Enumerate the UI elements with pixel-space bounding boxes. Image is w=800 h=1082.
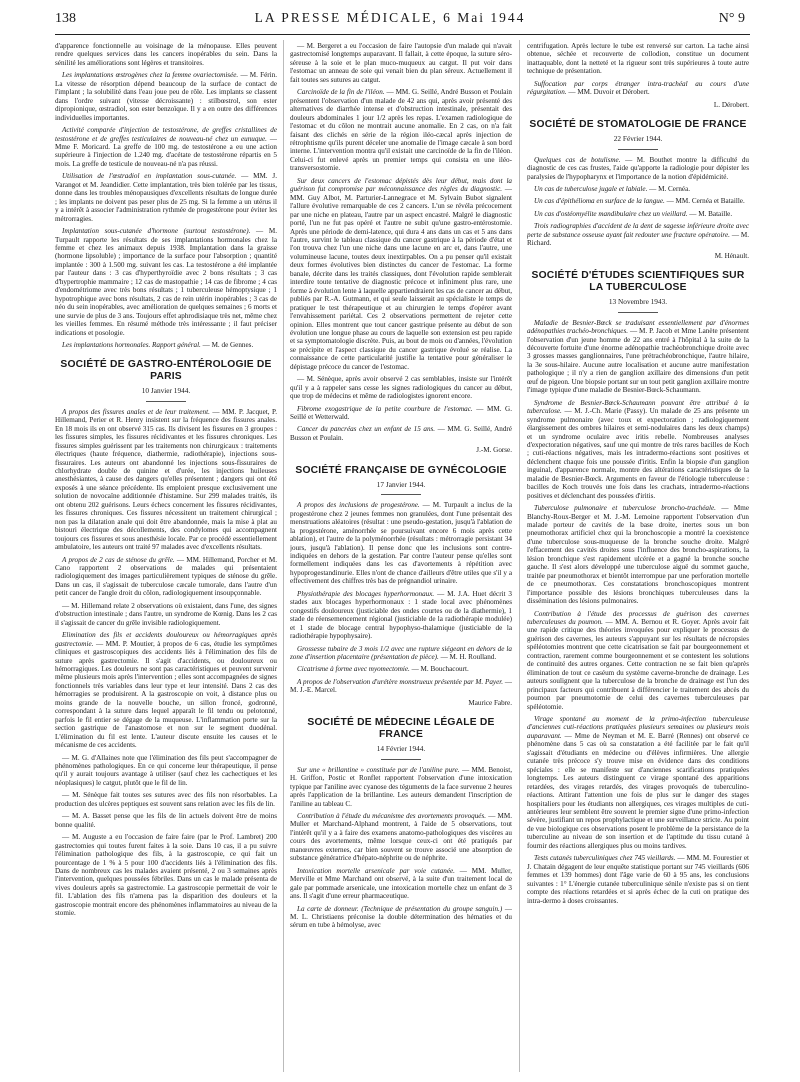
paragraph [290, 425, 512, 442]
paragraph [55, 42, 277, 67]
paragraph-body: — MM. G. Seillé et Wetterwald. [290, 404, 512, 422]
society-heading: SOCIÉTÉ FRANÇAISE DE GYNÉCOLOGIE [295, 464, 507, 476]
society-heading: SOCIÉTÉ D'ÉTUDES SCIENTIFIQUES SUR LA TUBERCULOSE [531, 270, 745, 294]
paragraph-body: — M. G. d'Allaines note que l'élimination des fils peut s'accompagner de phénomènes pathologiques. En ce qui concerne leur thérapeutique, il pense qu'il y aurait toujours avantage à utiliser (sauf chez les cachectiques et les néoplasiques) le catgut, plutôt que le fil de lin. [55, 753, 277, 787]
paragraph-body: — M. Bouchacourt. [411, 665, 469, 674]
paragraph [527, 399, 749, 500]
paragraph-title: A propos de 2 cas de sténose du grêle. [62, 555, 175, 564]
paragraph-title: Un cas de tuberculose jugale et labiale. [534, 184, 648, 193]
paragraph [527, 610, 749, 711]
paragraph-body: — M. A. Basset pense que les fils de lin actuels doivent être de moins bonne qualité. [55, 812, 277, 829]
paragraph [527, 222, 749, 247]
paragraph-body: — MM. G. Seillé, André Busson et Poulain. [290, 425, 512, 442]
paragraph-title: A propos de l'observation d'urétère monstrueux présentée par M. Payer. [297, 677, 504, 686]
paragraph [55, 172, 277, 223]
paragraph-title: Un cas d'épithélioma en surface de la langue. [534, 197, 665, 206]
paragraph-body: — M. L. Christiaens préconise la double détermination des hématies et du sérum en tube à hémolyse, avec [290, 904, 512, 930]
paragraph-body: centrifugation. Après lecture le tube est renversé sur carton. La tache ainsi obtenue, séchée et recouverte de collodion, constitue un document inattaquable, dont la netteté et la rigueur sont très supérieures à toute autre technique de présentation. [527, 42, 749, 76]
paragraph-body: — M. Cernéa. [649, 184, 691, 193]
paragraph-body: — MM. Cernéa et Bataille. [666, 197, 745, 206]
paragraph [527, 185, 749, 193]
paragraph [290, 665, 512, 673]
paragraph-title: Grossesse tubaire de 3 mois 1/2 avec une rupture siégeant en dehors de la zone d'insertion placentaire (présentation de pièce). [290, 644, 512, 661]
column-3 [527, 42, 749, 1072]
section-rule [618, 149, 658, 150]
paragraph [290, 375, 512, 400]
column-2 [290, 42, 512, 1072]
paragraph [55, 812, 277, 829]
paragraph-body: — MM. Muller, Merville et Mme Marchand ont observé, à la suite d'un traitement local de gale par pommade arsenicale, une intoxication mortelle chez un enfant de 3 ans. Il s'agit d'une erreur pharmaceutique. [290, 866, 512, 901]
paragraph-body: — M. Auguste a eu l'occasion de faire faire (par le Prof. Lambret) 200 gastrectomies qui toutes furent faites à la soie. Dans 10 cas, il a pu suivre l'élimination pathologique des fils, à la gastroscopie, ce qui fait un pourcentage de 1 % à 5 pour 100 d'accidents liés à l'élimination des fils. Dans de nombreux cas les malades avaient présenté, 2 ou 3 semaines après l'intervention, quelques poussées fébriles. Dans un cas le malade présenta de vives douleurs après sa gastrectomie. La gastroscopie permettait de voir le fil. L'ablation des fils n'amena pas la disparition des douleurs et la gastroscopie montrait encore des phénomènes inflammatoires au niveau de la stomie. [55, 833, 277, 918]
paragraph [55, 754, 277, 788]
paragraph [527, 319, 749, 395]
paragraph-title: Carcinoïde de la fin de l'iléon. [297, 88, 385, 97]
paragraph-title: Les implantations hormonales. Rapport général. [62, 340, 201, 349]
paragraph [527, 80, 749, 97]
paragraph-body: — Mme de Neyman et M. E. Barré (Rennes) ont observé ce phénomène dans 5 cas où sa constatation a été facilitée par le fait qu'il s'agissait d'étudiants en médecine ou d'élèves infirmières. Une allergie cutanée très précoce s'y trouve mise en évidence dans des conditions spéciales : elle se manifeste sur d'anciennes scarifications pratiquées longtemps. Les auteurs distinguent ce virage spontané des apparitions retardées, des virages retardés, des virages provoqués de tuberculino-réactions. Attirant l'attention une fois de plus sur le danger des stages hospitaliers pour les étudiants non allergiques, ces virages multiples de cuti-antérieures leur semblent être souvent le premier signe d'une primo-infection sévère, justifiant un repos prophylactique et une surveillance stricte. Au point de vue biologique ces observations posent le problème de la persistance de la tuberculine au niveau de son insertion et de l'aptitude du tissu cutané à fournir des réactions allergiques plus ou moins tardives. [527, 731, 749, 850]
paragraph [527, 210, 749, 218]
paragraph-body: — M. Bouthet montre la difficulté du diagnostic de ces cas frustes, l'aide qu'apporte la radiologie pour dépister les paralysies de l'hypopharynx et l'importance de la notion d'épidémicité. [527, 155, 749, 181]
paragraph-title: Implantation sous-cutanée d'hormone (surtout testostérone). [62, 227, 251, 236]
paragraph [290, 42, 512, 84]
paragraph-body: — MM. P. Jacquet, P. Hillemand, Perier et R. Henry insistent sur la fréquence des fissures anales. En 18 mois ils en ont observé 315 cas. Ils divisent les fissures en 3 groupes : les fissures simples, les fissures récidivantes et les fissures chroniques. Les fissures simples guérissent par les traitements non chirurgicaux : traitements électriques (haute fréquence, diathermie, radiothérapie), injections sous-fissuraires. Les auteurs ont abandonné les injections sous-fissuraires de chlorhydrate double de quinine et d'urée, les injections huileuses anesthésiantes, à cause des dangers qu'elles présentent ; dangers qui ont été exposés à une séance précédente. Ils emploient presque exclusivement une solution de novocaïne additionnée d'histamine. Sur 299 malades traités, ils ont obtenu 202 guérisons. Leurs échecs concernent les fissures récidivantes, les fissures chroniques. Ces fissures nécessitent un traitement chirurgical ; non pas la dilatation anale qui doit être abandonnée, mais la mise à plat au bistouri électrique des décollements, des condylomes qui accompagnent toujours ces fissures et sous anesthésie locale. Par ce procédé essentiellement ambulatoire, les auteurs ont traité 97 malades avec d'excellents résultats. [55, 407, 277, 552]
paragraph-title: Sur deux cancers de l'estomac dépistés dès leur début, mais dont la guérison fut compromise par méconnaissance des règles du diagnostic. [290, 176, 512, 194]
paragraph [290, 812, 512, 863]
paragraph-title: Fibrome exogastrique de la petite courbure de l'estomac. [297, 404, 473, 413]
paragraph-body: — MM. Hillemand, Porcher et M. Cano rapportent 2 observations de malades qui présentaient radiologiquement des images particulièrement typiques de sténose du grêle. Dans un cas, il s'agissait de tuberculose cæcale tumorale, dans l'autre d'un petit cancer de l'angle droit du côlon, radiologiquement insoupçonnable. [55, 555, 277, 598]
paragraph-title: Quelques cas de botulisme. [534, 155, 621, 164]
paragraph-body: — MM. Muller et Marchand-Alphand montrent, à l'aide de 5 observations, tout l'intérêt qu'il y a à faire des examens anatomo-pathologiques des viscères au cours des avortements, même lorsque ceux-ci ont été pratiqués par manœuvres externes, car bien souvent se trouve associé une absorption de substance génératrice d'hépato-néphrite ou de néphrite. [290, 811, 512, 863]
paragraph [527, 197, 749, 205]
paragraph-body: — MM. Guy Albot, M. Parturier-Lannegrace et M. Sylvain Bubot signalent l'allure évolutive remarquable de ces 2 cancers. L'un se révéla précocement par une niche en plateau, l'autre par un aspect encastré. Malgré le diagnostic porté, l'un ne fut pas opéré et l'autre ne subit qu'une gastro-entérostomie. Après une période de demi-latence, qui dura 4 ans dans un cas et 5 ans dans l'autre, survint le tableau classique du cancer gastrique à la période d'état et l'on trouva chez l'un une niche dans une lacune en arc et, dans l'autre, une volumineuse lacune, toutes deux inextirpables. On a pu penser qu'il existait deux formes évolutives bien distinctes du cancer de l'estomac. La forme banale, décrite dans les traités classiques, dont l'évolution rapide semblerait interdire toute tentative de diagnostic précoce et infiniment plus rare, une forme à évolution lente à laquelle appartiendraient les cas de cancer au début, publiés par R.-A. Gutmann, et qui seule laisserait au spécialiste le temps de pratiquer le test thérapeutique et au chirurgien le temps d'opérer avant l'envahissement pariétal. Ces 2 observations permettent de rejeter cette opinion. Elles montrent que tout cancer gastrique présente au début de son évolution une longue phase au cours de laquelle son extension est peu rapide et sa symptomatologie discrète. Puis, au bout de mois ou d'années, l'évolution se précipite et l'aspect classique du cancer gastrique évolué se réalise. La connaissance de cette particularité justifie la tentative pour généraliser le dépistage précoce du cancer de l'estomac. [290, 185, 512, 371]
paragraph-body: — M. de Gennes. [202, 340, 254, 349]
paragraph [290, 867, 512, 901]
paragraph-body: — M. P. Jacob et Mme Lanète présentent l'observation d'un jeune homme de 22 ans entré à l'hôpital à la suite de la découverte fortuite d'une énorme adénopathie trachéobronchique droite avec 3 grosses masses ganglionnaires, l'une prétrachéobronchique, l'autre hilaire, la 3e sous-hilaire. Aucune autre localisation et aucune autre manifestation pathologique ; il n'y a rien de ganglion axillaire des dimensions d'un petit œuf de pigeon. Une biopsie portant sur un tout petit ganglion axillaire montre l'image typique d'une maladie de Besnier-Bœck-Schaumann. [527, 327, 749, 395]
author-signature: L. Dérobert. [713, 100, 749, 109]
paragraph-body: — MM. Duvoir et Dérobert. [568, 88, 650, 97]
paragraph-title: Intoxication mortelle arsenicale par voie cutanée. [297, 866, 455, 875]
paragraph-title: A propos des inclusions de progestérone. [297, 501, 420, 510]
paragraph-title: A propos des fissures anales et de leur traitement. [62, 407, 210, 416]
paragraph-title: Virage spontané au moment de la primo-infection tuberculeuse d'anciennes cuti-réactions pratiquées plusieurs semaines ou plusieurs mois auparavant. [527, 715, 749, 740]
session-date: 10 Janvier 1944. [141, 386, 191, 396]
paragraph-body: — M. Sénèque, après avoir observé 2 cas semblables, insiste sur l'intérêt qu'il y a à rappeler sans cesse les signes radiologiques du cancer au début, que trop de médecins et même de radiologistes ignorent encore. [290, 375, 512, 401]
paragraph [55, 631, 277, 749]
paragraph [55, 408, 277, 552]
paragraph-title: Suffocation par corps étranger intra-trachéal au cours d'une régurgitation. [527, 79, 749, 97]
paragraph-body: — M. H. Roulland. [440, 653, 497, 661]
paragraph-title: Syndrome de Besnier-Bœck-Schaumann pouvant être attribué à la tuberculose. [527, 398, 749, 416]
paragraph-body: — Mme F. Moricard. La greffe de 100 mg. de testostérone a eu une action supérieure à l'injection de 1.240 mg. d'acétate de testostérone répartis en 5 mois. La greffe de testicule de nouveau-né n'a pas réussi. [55, 134, 277, 168]
author-signature: M. Hénault. [714, 251, 749, 260]
header-rule [55, 34, 750, 35]
paragraph-body: — M. J.-E. Marcel. [290, 677, 512, 695]
paragraph [55, 556, 277, 598]
paragraph-body: — Mme Blanchy-Roux-Berger et M. J.-M. Lemoine rapportent l'observation d'un malade porteur de cavités de la base droite, inertes sous un bon pneumothorax artificiel chez qui la bronchoscopie a montré la coexistence d'une tuberculose sous-muqueuse de la bronche souche droite. Malgré l'effacement des cavités droites sous l'influence des broncho-aspirations, la lésion bronchique s'est rapidement ulcérée et a gagné la bronche souche gauche. Il s'est alors développé une tuberculose aiguë du sommet gauche, traitée par pneumothorax et bientôt interrompue par une perforation mortelle de ce pneumothorax. Ces constatations bronchoscopiques montrent l'importance possible des lésions bronchiques tuberculeuses dans la dissémination des lésions pulmonaires. [527, 504, 749, 606]
paragraph-body: — MM. A. Bernou et R. Goyer. Après avoir fait une rapide critique des théories invoquées pour expliquer le processus de guérison des cavernes, les auteurs s'appuyant sur les résultats de nécropsies spéléotomies montrent que cette cicatrisation se fait par bourgeonnement et contraction, rarement comme bourgeonnement et se contestent les solutions de continuité des autres organes. Cette contraction ne se fait bien qu'après élimination de tout ce caséum du système caverne-bronche de drainage. Les auteurs soulignent que la tuberculose de la bronche de drainage est l'un des principaux facteurs qui contribuent à différencier le traitement des abcès du poumon par pneumotomie de celui des cavernes tuberculeuses par spéléotomie. [527, 618, 749, 711]
paragraph-body: — MM. P. Moutier, à propos de 6 cas, étudie les symptômes cliniques et gastroscopiques des accidents liés à l'élimination des fils de suture après gastrectomie. Il s'agit d'accidents, ou douloureux ou hémorragiques. Les douleurs ne sont pas caractéristiques et peuvent survenir même plusieurs mois après l'intervention ; elles sont accompagnées de signes fonctionnels très variables dans leur type et leur intensité. Dans 2 cas des hémorragies se produisirent. A la gastroscopie on voit, à distance plus ou moins grande de la nouvelle bouche, un sillon froncé, godronné, correspondant à la suture dans lequel apparaît le fil tendu ou pelotonné, parfois le fil entier se dégage de la muqueuse. L'inflammation porte sur la section gastrique de l'anastomose et non sur le segment duodénal. L'élimination du fil est lente. L'auteur discute ensuite les causes et le mécanisme de ces accidents. [55, 639, 277, 750]
paragraph-title: Elimination des fils et accidents douloureux ou hémorragiques après gastrectomie. [55, 631, 277, 648]
paragraph [55, 126, 277, 168]
paragraph-body: — M. Férin. La vitesse de résorption dépend beaucoup de la surface de contact de l'implant ; la solubilité dans l'eau joue peu de rôle. Les implants se classent dans l'ordre suivant (vitesse décroissante) : stilbœstrol, son ester dipropionique, œstradiol, son ester benzoïque. Il y a en outre des différences individuelles importantes. [55, 71, 277, 122]
paragraph-body: — M. Bergeret a eu l'occasion de faire l'autopsie d'un malade qui n'avait gastrectomisé longtemps auparavant. Il fallait, à cette époque, la suture séro-séreuse à la soie et le plan muco-muqueux au catgut. Il put voir dans l'estomac un anneau de soie qui venait bien du plan séreux. Actuellement il fait toutes ses sutures au catgut. [290, 42, 512, 84]
paragraph [527, 504, 749, 605]
paragraph-body: — MM. J. Varangot et M. Jeandidier. Cette implantation, très bien tolérée par les tissus, donne dans les troubles ménopausiques d'excellents résultats de longue durée ; les implants ne doivent pas peser plus de 25 mg. Si la femme a un utérus il y a intérêt à associer l'administration rythmée de progestérone pour éviter les métrorragies. [55, 172, 277, 223]
paragraph-body: — M. Turpault rapporte les résultats de ses implantations hormonales chez la femme et chez les animaux depuis 1938. Implantation dans la graisse (hormone lipsoluble) ; importance de la surface pour l'absorption ; quantité implantée : 300 à 1.500 mg. suivant les cas. La testostérone a été implantée par l'auteur dans : 3 cas d'hyperthyroïdie avec 2 bons résultats ; 3 cas d'hypertrophie mammaire ; 12 cas de mastopathie ; 14 cas de fibrome ; 4 cas d'endométriome avec très bons résultats ; 1 tuberculeuse hémoptysique ; 1 hypotrophique avec bons résultats, 2 cas de rein utérin inopérables ; 3 cas de néo du sein inopérables, avec amélioration de quelques semaines ; 6 morts et une survie de plus de 3 ans. Toujours effet aphrodisiaque très net, même chez les vieilles femmes. En résumé méthode très intéressante ; il faut préciser indications et posologie. [55, 227, 277, 337]
column-1 [55, 42, 277, 1072]
paragraph-title: Utilisation de l'œstradiol en implantation sous-cutanée. [62, 172, 237, 181]
session-date: 22 Février 1944. [613, 134, 663, 144]
paragraph-title: Cancer du pancréas chez un enfant de 15 ans. [297, 425, 436, 434]
paragraph [55, 833, 277, 918]
paragraph-body: — M. Turpault a inclus de la progestérone chez 2 jeunes femmes non granulées, dont l'une présentait des menstruations aléatoires (résultat : une pseudo-gestation, jusqu'à l'ablation de la progestérone, aménorrhée se poursuivant encore 6 mois après cette ablation), et l'autre de la polyménorrhée (résultats : métrorragie persistant 34 jours, jusqu'à l'ablation). Il pense donc que les inclusions sont contre-indiquées en dehors de la gestation. Par contre l'auteur pense qu'elles sont formellement indiquées dans les cas d'avortements à répétition avec hypoprogestandinurie. Elles n'ont de chance d'ailleurs d'être utiles que s'il y a effectivement des chiffres très bas de prégnandiol urinaire. [290, 501, 512, 586]
paragraph-body: — M. Richard. [527, 230, 749, 248]
paragraph [527, 854, 749, 905]
paragraph [290, 905, 512, 930]
paragraph-body: — M. Hillemand relate 2 observations où existaient, dans l'une, des signes d'obstruction intestinale ; dans l'autre, un syndrome de Kœnig. Dans les 2 cas il s'agissait de cancer du grêle invisible radiologiquement. [55, 601, 277, 627]
paragraph [290, 678, 512, 695]
paragraph-body: — M. J.A. Huet décrit 3 stades aux blocages hyperhormonaux : 1 stade local avec phénomènes congestifs douloureux (justiciable des ondes courtes ou de la diathermie), 1 stade de réensemencement régional (justiciable de la radiothérapie modulée) et 1 stade de blocage central hypophyso-thalamique (justiciable de la radiothérapie hypophysaire). [290, 589, 512, 641]
column-divider [519, 40, 520, 1072]
section-rule [381, 494, 421, 495]
paragraph [290, 645, 512, 662]
society-heading: SOCIÉTÉ DE STOMATOLOGIE DE FRANCE [529, 119, 747, 131]
paragraph [527, 42, 749, 76]
page-number: 138 [55, 11, 76, 26]
paragraph-body: — M. J.-Ch. Marie (Passy). Un malade de 25 ans présente un syndrome pulmonaire (avec toux et expectoration ; radiologiquement élargissement des ombres hilaires et semi-nodulaires dans les deux champs) et un syndrome oculaire avec iritis rebelle. Nombreuses analyses d'expectoration négatives, sauf une qui montre de très rares bacilles de Koch ; cuti-réactions négatives, mais les intradermo-réactions sont positives et déclenchent chaque fois une poussée d'iritis. Enfin la biopsie d'un ganglion inguinal, d'apparence normale, montre des altérations caractéristiques de la maladie de Besnier-Bœck. Arguments en faveur de l'étiologie tuberculeuse : bacilles de Koch trouvés une fois dans les crachats, intradermo-réactions positives et déclenchant des poussées d'iritis. [527, 407, 749, 500]
session-date: 14 Février 1944. [376, 744, 426, 754]
paragraph-title: Un cas d'ostéomyélite mandibulaire chez un vieillard. [534, 209, 688, 218]
paragraph [290, 405, 512, 422]
paragraph-body: — MM. Benoist, H. Griffon, Postic et Ronflet rapportent l'observation d'une intoxication typique par l'aniline avec cyanose des téguments de la face survenue 2 heures après l'application de la brillantine. Les auteurs demandent l'inscription de l'aniline au tableau C. [290, 765, 512, 808]
column-divider [283, 40, 284, 1072]
paragraph-body: — MM. G. Seillé, André Busson et Poulain présentent l'observation d'un malade de 42 ans qui, après avoir présenté des alternatives de diarrhée intense et d'obstruction intestinale, présentait des douleurs abdominales 1 jour 1/2 après les repas. L'examen radiologique de l'estomac et du côlon ne montrait aucune anomalie. En 2 cas, on n'a fait faisant des clichés en série de la région iléo-cæcal après injection de rétrophtisme qu'ils purent déceler une anomalie de l'image cæcale à son bord interne. L'intervention montra qu'il existait une carcinoïde de la fin de l'iléon. Celui-ci fut enlevé après un premier temps qui consista en une iléo-transversostomie. [290, 88, 512, 173]
paragraph-title: Maladie de Besnier-Bœck se traduisant essentiellement par d'énormes adénopathies trachéo-bronchiques. [527, 318, 749, 336]
paragraph-body: — MM. M. Fourestier et J. Chatain dégagent de leur enquête statistique portant sur 745 vieillards (606 femmes et 139 hommes) dont l'âge varie de 60 à 95 ans, les conclusions suivantes : 1° L'énergie cutanée tuberculinique sénile n'existe pas si on tient compte des réactions retardées et si après échec de la cuti on pratique des intra-dermo à doses croissantes. [527, 854, 749, 905]
paragraph [55, 227, 277, 337]
society-heading: SOCIÉTÉ DE GASTRO-ENTÉROLOGIE DE PARIS [60, 359, 272, 383]
paragraph [527, 156, 749, 181]
society-heading: SOCIÉTÉ DE MÉDECINE LÉGALE DE FRANCE [307, 717, 495, 741]
paragraph [55, 71, 277, 122]
paragraph-body: — M. Sénèque fait toutes ses sutures avec des fils non résorbables. La production des ulcères peptiques est souvent sans relation avec les fils de lin. [55, 791, 277, 808]
paragraph-title: Trois radiographies d'accident de la dent de sagesse inférieure droite avec perte de substance osseuse ayant fait redouter une fracture opératoire. [527, 222, 749, 239]
paragraph [290, 590, 512, 641]
paragraph-title: Contribution à l'étude du mécanisme des avortements provoqués. [297, 811, 487, 820]
journal-title: LA PRESSE MÉDICALE, 6 Mai 1944 [254, 10, 526, 25]
paragraph [290, 501, 512, 586]
section-rule [618, 312, 658, 313]
paragraph-title: Cicatrisme à forme avec myomectomie. [297, 665, 410, 674]
paragraph [55, 791, 277, 808]
author-signature: Maurice Fabre. [468, 698, 512, 707]
paragraph-title: Les implantations œstrogènes chez la femme ovariectomisée. [62, 71, 239, 80]
paragraph-title: Sur une « brillantine » constituée par de l'aniline pure. [297, 765, 460, 774]
paragraph [290, 88, 512, 173]
author-signature: J.-M. Gorse. [476, 446, 512, 455]
paragraph [55, 602, 277, 627]
paragraph-title: Activité comparée d'injection de testostérone, de greffes cristallines de testostérone et de greffes testiculaires de nouveau-né chez un eunuque. [55, 126, 277, 143]
paragraph-title: Contribution à l'étude des processus de guérison des cavernes tuberculeuses du poumon. [527, 609, 749, 627]
issue-number: N° 9 [718, 11, 745, 26]
paragraph-title: Physiothérapie des blocages hyperhormonaux. [297, 589, 435, 598]
paragraph-title: Tests cutanés tuberculiniques chez 745 vieillards. [534, 854, 676, 863]
session-date: 17 Janvier 1944. [376, 479, 426, 489]
section-rule [381, 759, 421, 760]
session-date: 13 Novembre 1943. [608, 297, 668, 307]
paragraph-title: Tuberculose pulmonaire et tuberculose broncho-trachéale. [534, 504, 716, 513]
paragraph [290, 177, 512, 371]
page-header [55, 10, 745, 32]
paragraph [527, 715, 749, 850]
paragraph-title: La carte de donneur. (Technique de présentation du groupe sanguin.) [297, 904, 503, 913]
paragraph-body: d'apparence fonctionnelle au voisinage de la ménopause. Elles peuvent rendre quelques services dans les cancers inopérables du sein. Dans la sénilité les améliorations sont légères et transitoires. [55, 42, 277, 67]
paragraph [55, 341, 277, 349]
paragraph-body: — M. Bataille. [689, 209, 733, 218]
paragraph [290, 766, 512, 808]
section-rule [146, 401, 186, 402]
